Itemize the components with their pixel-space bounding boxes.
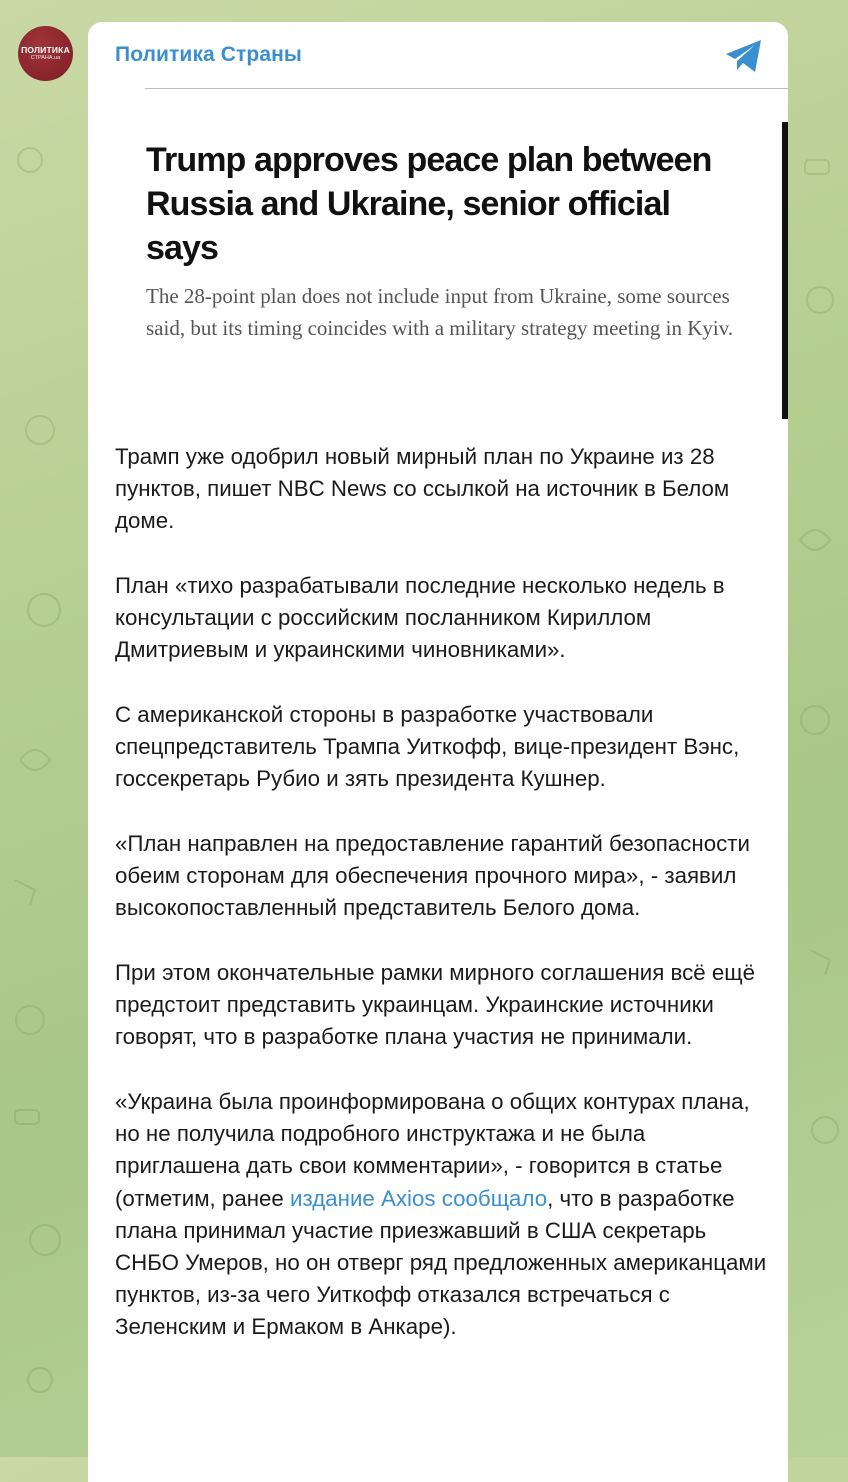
axios-link[interactable]: издание Axios сообщало [290,1185,548,1211]
channel-name[interactable]: Политика Страны [115,43,302,66]
paragraph-1: Трамп уже одобрил новый мирный план по Украине из 28 пунктов, пишет NBC News со ссылкой на источник в Белом доме. [115,444,730,534]
paragraph-2: План «тихо разрабатывали последние несколько недель в консультации с российским посланником Кириллом Дмитриевым и украинскими чиновниками». [115,573,725,663]
article-preview-image[interactable] [88,118,788,428]
avatar-text-line2: СТРАНА.ua [30,55,61,61]
preview-edge-strip [782,122,788,419]
telegram-send-icon[interactable] [724,37,764,75]
paragraph-5: При этом окончательные рамки мирного соглашения всё ещё предстоит представить украинцам. Украинские источники говорят, что в разработке плана участия не принимали. [115,960,756,1050]
article-headline: Trump approves peace plan between Russia and Ukraine, senior official says [146,141,712,267]
paragraph-4: «План направлен на предоставление гарантий безопасности обеим сторонам для обеспечения прочного мира», - заявил высокопоставленный представитель Белого дома. [115,831,750,921]
message-text [115,441,771,1376]
message-card [88,22,788,1482]
avatar-text-line1: ПОЛИТИКА [21,44,70,55]
message-header [88,22,788,90]
paragraph-3: С американской стороны в разработке участвовали спецпредставитель Трампа Уиткофф, вице-президент Вэнс, госсекретарь Рубио и зять президента Кушнер. [115,702,740,792]
paragraph-6-start: «Украина была проинформирована о общих контурах плана, но не получила подробного инструктажа и не была приглашена дать свои комментарии», - говорится в статье (отметим, ранее [115,1089,750,1211]
header-divider [145,88,788,89]
paragraph-6 [115,1086,771,1344]
article-dek: The 28-point plan does not include input from Ukraine, some sources said, but its timing coincides with a military strategy meeting in Kyiv. [146,284,734,340]
channel-avatar[interactable] [18,26,73,81]
paragraph-6-end: , что в разработке плана принимал участие приезжавший в США секретарь СНБО Умеров, но он отверг ряд предложенных американцами пунктов, из-за чего Уиткофф отказался встречаться с Зеленским и Ермаком в Анкаре). [115,1185,767,1340]
